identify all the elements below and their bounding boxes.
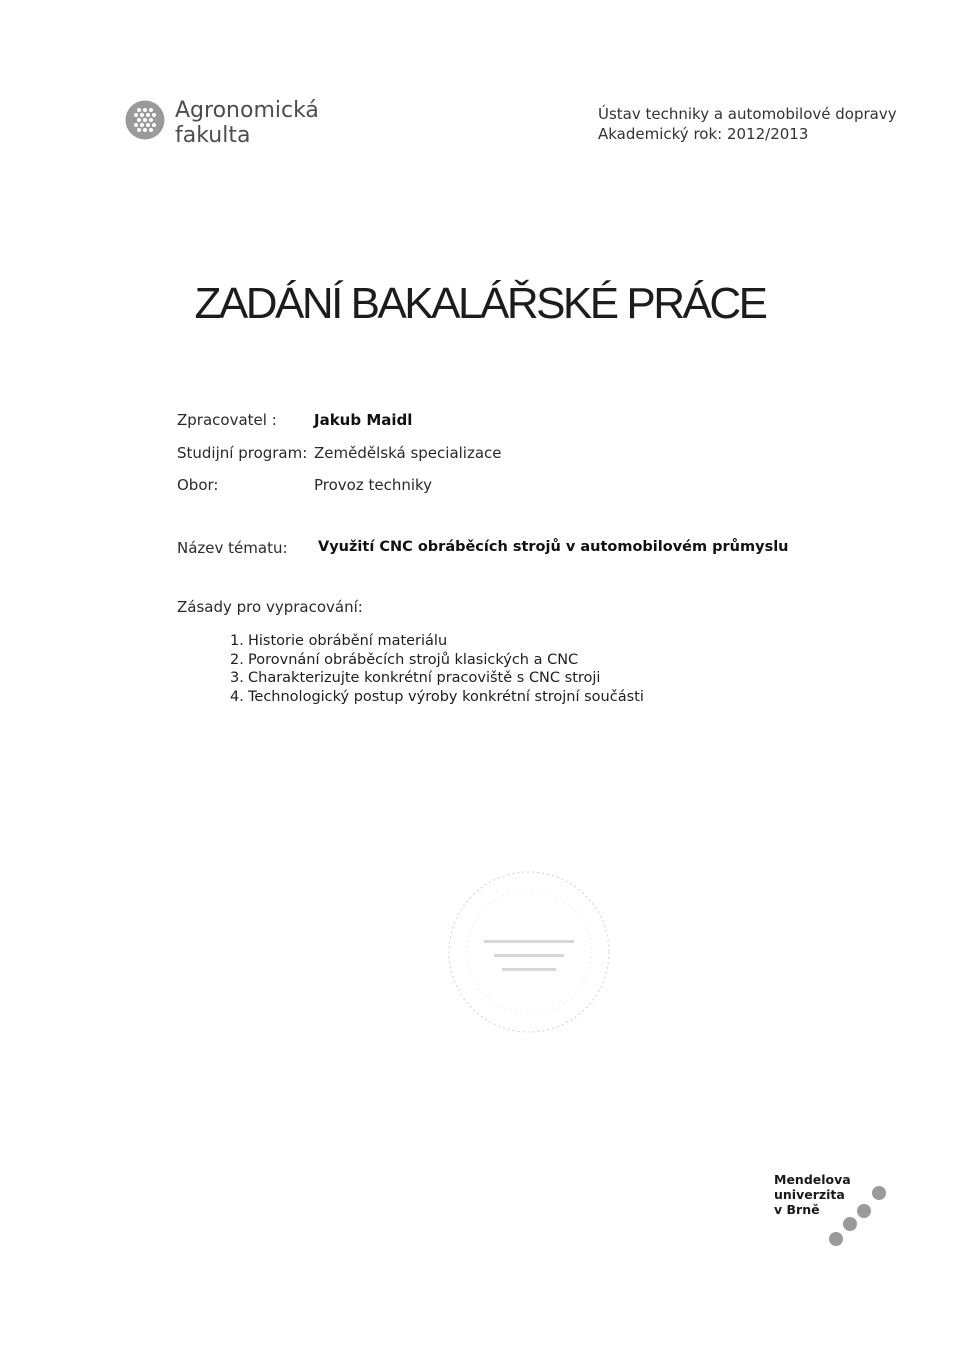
program-label: Studijní program: bbox=[177, 444, 308, 462]
official-stamp bbox=[444, 862, 614, 1042]
header-info bbox=[598, 104, 897, 144]
academic-year: Akademický rok: 2012/2013 bbox=[598, 125, 809, 143]
principles-list bbox=[230, 632, 644, 706]
list-item-number: 3. bbox=[230, 670, 244, 686]
author-value: Jakub Maidl bbox=[314, 411, 413, 429]
list-item-number: 1. bbox=[230, 633, 244, 649]
list-item-number: 4. bbox=[230, 688, 244, 705]
page-title: ZADÁNÍ BAKALÁŘSKÉ PRÁCE bbox=[194, 279, 766, 328]
faculty-name-line2: fakulta bbox=[175, 123, 251, 148]
university-dots-icon bbox=[800, 1182, 894, 1252]
field-label: Obor: bbox=[177, 476, 219, 494]
topic-label: Název tématu: bbox=[177, 539, 288, 557]
university-name-line2: univerzita bbox=[774, 1187, 845, 1202]
faculty-logo bbox=[125, 98, 335, 158]
program-value: Zemědělská specializace bbox=[314, 444, 502, 462]
list-item-text: Porovnání obráběcích strojů klasických a CNC bbox=[248, 651, 579, 668]
list-item-number: 2. bbox=[230, 651, 244, 668]
topic-value: Využití CNC obráběcích strojů v automobilovém průmyslu bbox=[318, 539, 789, 555]
faculty-name bbox=[175, 98, 319, 148]
principles-label: Zásady pro vypracování: bbox=[177, 598, 363, 616]
list-item-text: Technologický postup výroby konkrétní strojní součásti bbox=[248, 688, 644, 705]
faculty-emblem-icon bbox=[125, 100, 165, 140]
university-name-line1: Mendelova bbox=[774, 1172, 851, 1187]
university-name-line3: v Brně bbox=[774, 1202, 820, 1217]
list-item-text: Historie obrábění materiálu bbox=[248, 633, 448, 649]
institute-name: Ústav techniky a automobilové dopravy bbox=[598, 105, 897, 123]
field-value: Provoz techniky bbox=[314, 476, 433, 494]
list-item bbox=[230, 669, 644, 688]
list-item bbox=[230, 651, 644, 670]
author-label: Zpracovatel : bbox=[177, 411, 277, 429]
list-item bbox=[230, 688, 644, 707]
university-logo bbox=[774, 1172, 894, 1252]
list-item-text: Charakterizujte konkrétní pracoviště s CNC stroji bbox=[248, 670, 601, 686]
faculty-name-line1: Agronomická bbox=[175, 98, 319, 123]
list-item bbox=[230, 632, 644, 651]
